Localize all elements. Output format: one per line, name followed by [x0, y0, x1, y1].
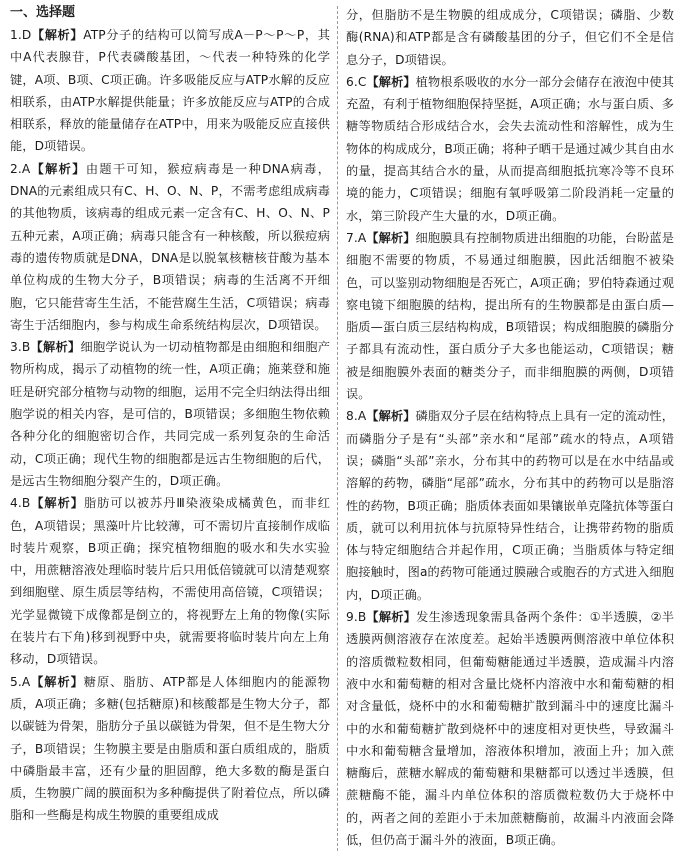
column-divider — [337, 6, 338, 851]
analysis-text: 细胞膜具有控制物质进出细胞的功能，台盼蓝是细胞不需要的物质，不易通过细胞膜，因此活细胞不被染色，可以鉴别动物细胞是否死亡，A项正确；罗伯特森通过观察电镜下细胞膜的结构，提出所有的生物膜都是由蛋白质—脂质—蛋白质三层结构构成，B项错误；构成细胞膜的磷脂分子都具有流动性，蛋白质分子大多也能运动，C项错误；糖被是细胞膜外表面的糖类分子，而非细胞膜的两侧，D项错误。 — [346, 230, 674, 402]
analysis-tag: 【解析】 — [366, 610, 417, 625]
answer-item — [346, 606, 674, 851]
answer-item — [346, 405, 674, 606]
answer-item — [346, 4, 674, 71]
answer-letter: B — [21, 340, 31, 355]
analysis-text: 植物根系吸收的水分一部分会储存在液泡中使其充盈，有利于植物细胞保持坚挺，A项正确；水与蛋白质、多糖等物质结合形成结合水，会失去流动性和溶解性，成为生物体的构成成分，B项正确；将种子晒干是通过减少其自由水的量，提高其结合水的量，从而提高细胞抵抗寒冷等不良环境的能力，C项错误；细胞有氧呼吸第二阶段消耗一定量的水，第三阶段产生大量的水，D项正确。 — [346, 74, 674, 223]
answer-item — [10, 492, 330, 670]
answer-item — [10, 671, 330, 827]
question-number: 4. — [10, 496, 22, 511]
answer-item — [10, 158, 330, 336]
analysis-text: 磷脂双分子层在结构特点上具有一定的流动性，而磷脂分子是有“头部”亲水和“尾部”疏水的特点，A项错误；磷脂“头部”亲水，分布其中的药物可以是在水中结晶或溶解的药物，磷脂“尾部”疏水，分布其中的药物可以是脂溶性的药物，B项正确；脂质体表面如果镶嵌单克隆抗体等蛋白质，就可以利用抗体与抗原特异性结合，让携带药物的脂质体与特定细胞结合并起作用，C项正确；当脂质体与特定细胞接触时，图a的药物可能通过膜融合或胞吞的方式进入细胞内，D项正确。 — [346, 409, 674, 602]
left-question-list — [10, 24, 330, 827]
analysis-tag: 【解析】 — [30, 496, 84, 511]
answer-letter: B — [21, 496, 31, 511]
answer-item — [346, 71, 674, 227]
analysis-tag: 【解析】 — [30, 340, 81, 355]
question-number: 1. — [10, 28, 22, 42]
analysis-text: 细胞学说认为一切动植物都是由细胞和细胞产物所构成，揭示了动植物的统一性，A项正确；施莱登和施旺是研究部分植物与动物的细胞，运用不完全归纳法得出细胞学说的相关内容，是可信的，B项错误；多细胞生物依赖各种分化的细胞密切合作，共同完成一系列复杂的生命活动，C项正确；现代生物的细胞都是远古生物细胞的后代，是远古生物细胞分裂产生的，D项正确。 — [10, 340, 330, 488]
answer-letter: B — [357, 610, 367, 625]
answer-letter: A — [21, 674, 31, 689]
question-number: 8. — [346, 409, 358, 424]
analysis-tag: 【解析】 — [366, 409, 416, 424]
analysis-text: 由题干可知，猴痘病毒是一种DNA病毒，DNA的元素组成只有C、H、O、N、P，不需考虑组成病毒的其他物质，该病毒的组成元素一定含有C、H、O、N、P五种元素，A项正确；病毒只能含有一种核酸，所以猴痘病毒的遗传物质就是DNA，DNA是以脱氧核糖核苷酸为基本单位构成的生物大分子，B项错误；病毒的生活离不开细胞，它只能营寄生生活，不能营腐生生活，C项错误；病毒寄生于活细胞内，参与构成生命系统结构层次，D项错误。 — [10, 161, 330, 332]
question-number: 5. — [10, 674, 22, 689]
analysis-text: ATP分子的结构可以简写成A－P～P～P，其中A代表腺苷，P代表磷酸基团，～代表一种特殊的化学键，A项、B项、C项正确。许多吸能反应与ATP水解的反应相联系，由ATP水解提供能量；许多放能反应与ATP的合成相联系，释放的能量储存在ATP中，用来为吸能反应直接供能，D项错误。 — [10, 28, 330, 154]
answer-letter: D — [21, 28, 32, 42]
analysis-tag: 【解析】 — [366, 74, 416, 89]
analysis-tag: 【解析】 — [30, 161, 86, 176]
analysis-text: 糖原、脂肪、ATP都是人体细胞内的能源物质，A项正确；多糖(包括糖原)和核酸都是生物大分子，都以碳链为骨架，脂肪分子虽以碳链为骨架，但不是生物大分子，B项错误；生物膜主要是由脂质和蛋白质组成的，脂质中磷脂最丰富，还有少量的胆固醇，绝大多数的酶是蛋白质，生物膜广阔的膜面积为多种酶提供了附着位点，所以磷脂和一些酶是构成生物膜的重要组成成 — [10, 674, 330, 823]
analysis-text: 发生渗透现象需具备两个条件：①半透膜，②半透膜两侧溶液存在浓度差。起始半透膜两侧溶液中单位体积的溶质微粒数相同，但葡萄糖能通过半透膜，造成漏斗内溶液中水和葡萄糖的相对含量比烧杯内溶液中水和葡萄糖的相对含量低，烧杯中的水和葡萄糖扩散到漏斗中的速度比漏斗中的水和葡萄糖扩散到烧杯中的速度相对更快些，导致漏斗中水和葡萄糖含量增加，溶液体积增加，液面上升；加入蔗糖酶后，蔗糖水解成的葡萄糖和果糖都可以透过半透膜，但蔗糖酶不能，漏斗内单位体积的溶质微粒数仍大于烧杯中的，两者之间的差距小于未加蔗糖酶前，故漏斗内液面会降低，但仍高于漏斗外的液面，B项正确。 — [346, 610, 674, 847]
answer-letter: A — [357, 230, 367, 245]
analysis-text: 脂肪可以被苏丹Ⅲ染液染成橘黄色，而非红色，A项错误；黑藻叶片比较薄，可不需切片直接制作成临时装片观察，B项正确；探究植物细胞的吸水和失水实验中，用蔗糖溶液处理临时装片后只用低倍镜就可以清楚观察到细胞壁、原生质层等结构，不需使用高倍镜，C项错误；光学显微镜下成像都是倒立的，将视野左上角的物像(实际在装片右下角)移到视野中央，就需要将临时装片向左上角移动，D项错误。 — [10, 496, 330, 667]
right-column — [346, 4, 674, 857]
answer-item — [10, 336, 330, 492]
analysis-text: 分，但脂肪不是生物膜的组成成分，C项错误；磷脂、少数酶(RNA)和ATP都是含有磷酸基团的分子，但它们不全是信息分子，D项错误。 — [346, 8, 674, 67]
left-column — [10, 4, 330, 857]
question-number: 7. — [346, 230, 358, 245]
question-number: 3. — [10, 340, 22, 355]
answer-item — [346, 227, 674, 405]
answer-letter: A — [357, 409, 367, 424]
right-question-list — [346, 4, 674, 851]
question-number: 2. — [10, 161, 22, 176]
section-title: 一、选择题 — [10, 5, 76, 20]
answer-letter: C — [357, 74, 367, 89]
analysis-tag: 【解析】 — [31, 28, 84, 42]
answer-letter: A — [21, 161, 31, 176]
answer-item — [10, 24, 330, 158]
question-number: 9. — [346, 610, 358, 625]
analysis-tag: 【解析】 — [366, 230, 416, 245]
analysis-tag: 【解析】 — [30, 674, 84, 689]
question-number: 6. — [346, 74, 358, 89]
